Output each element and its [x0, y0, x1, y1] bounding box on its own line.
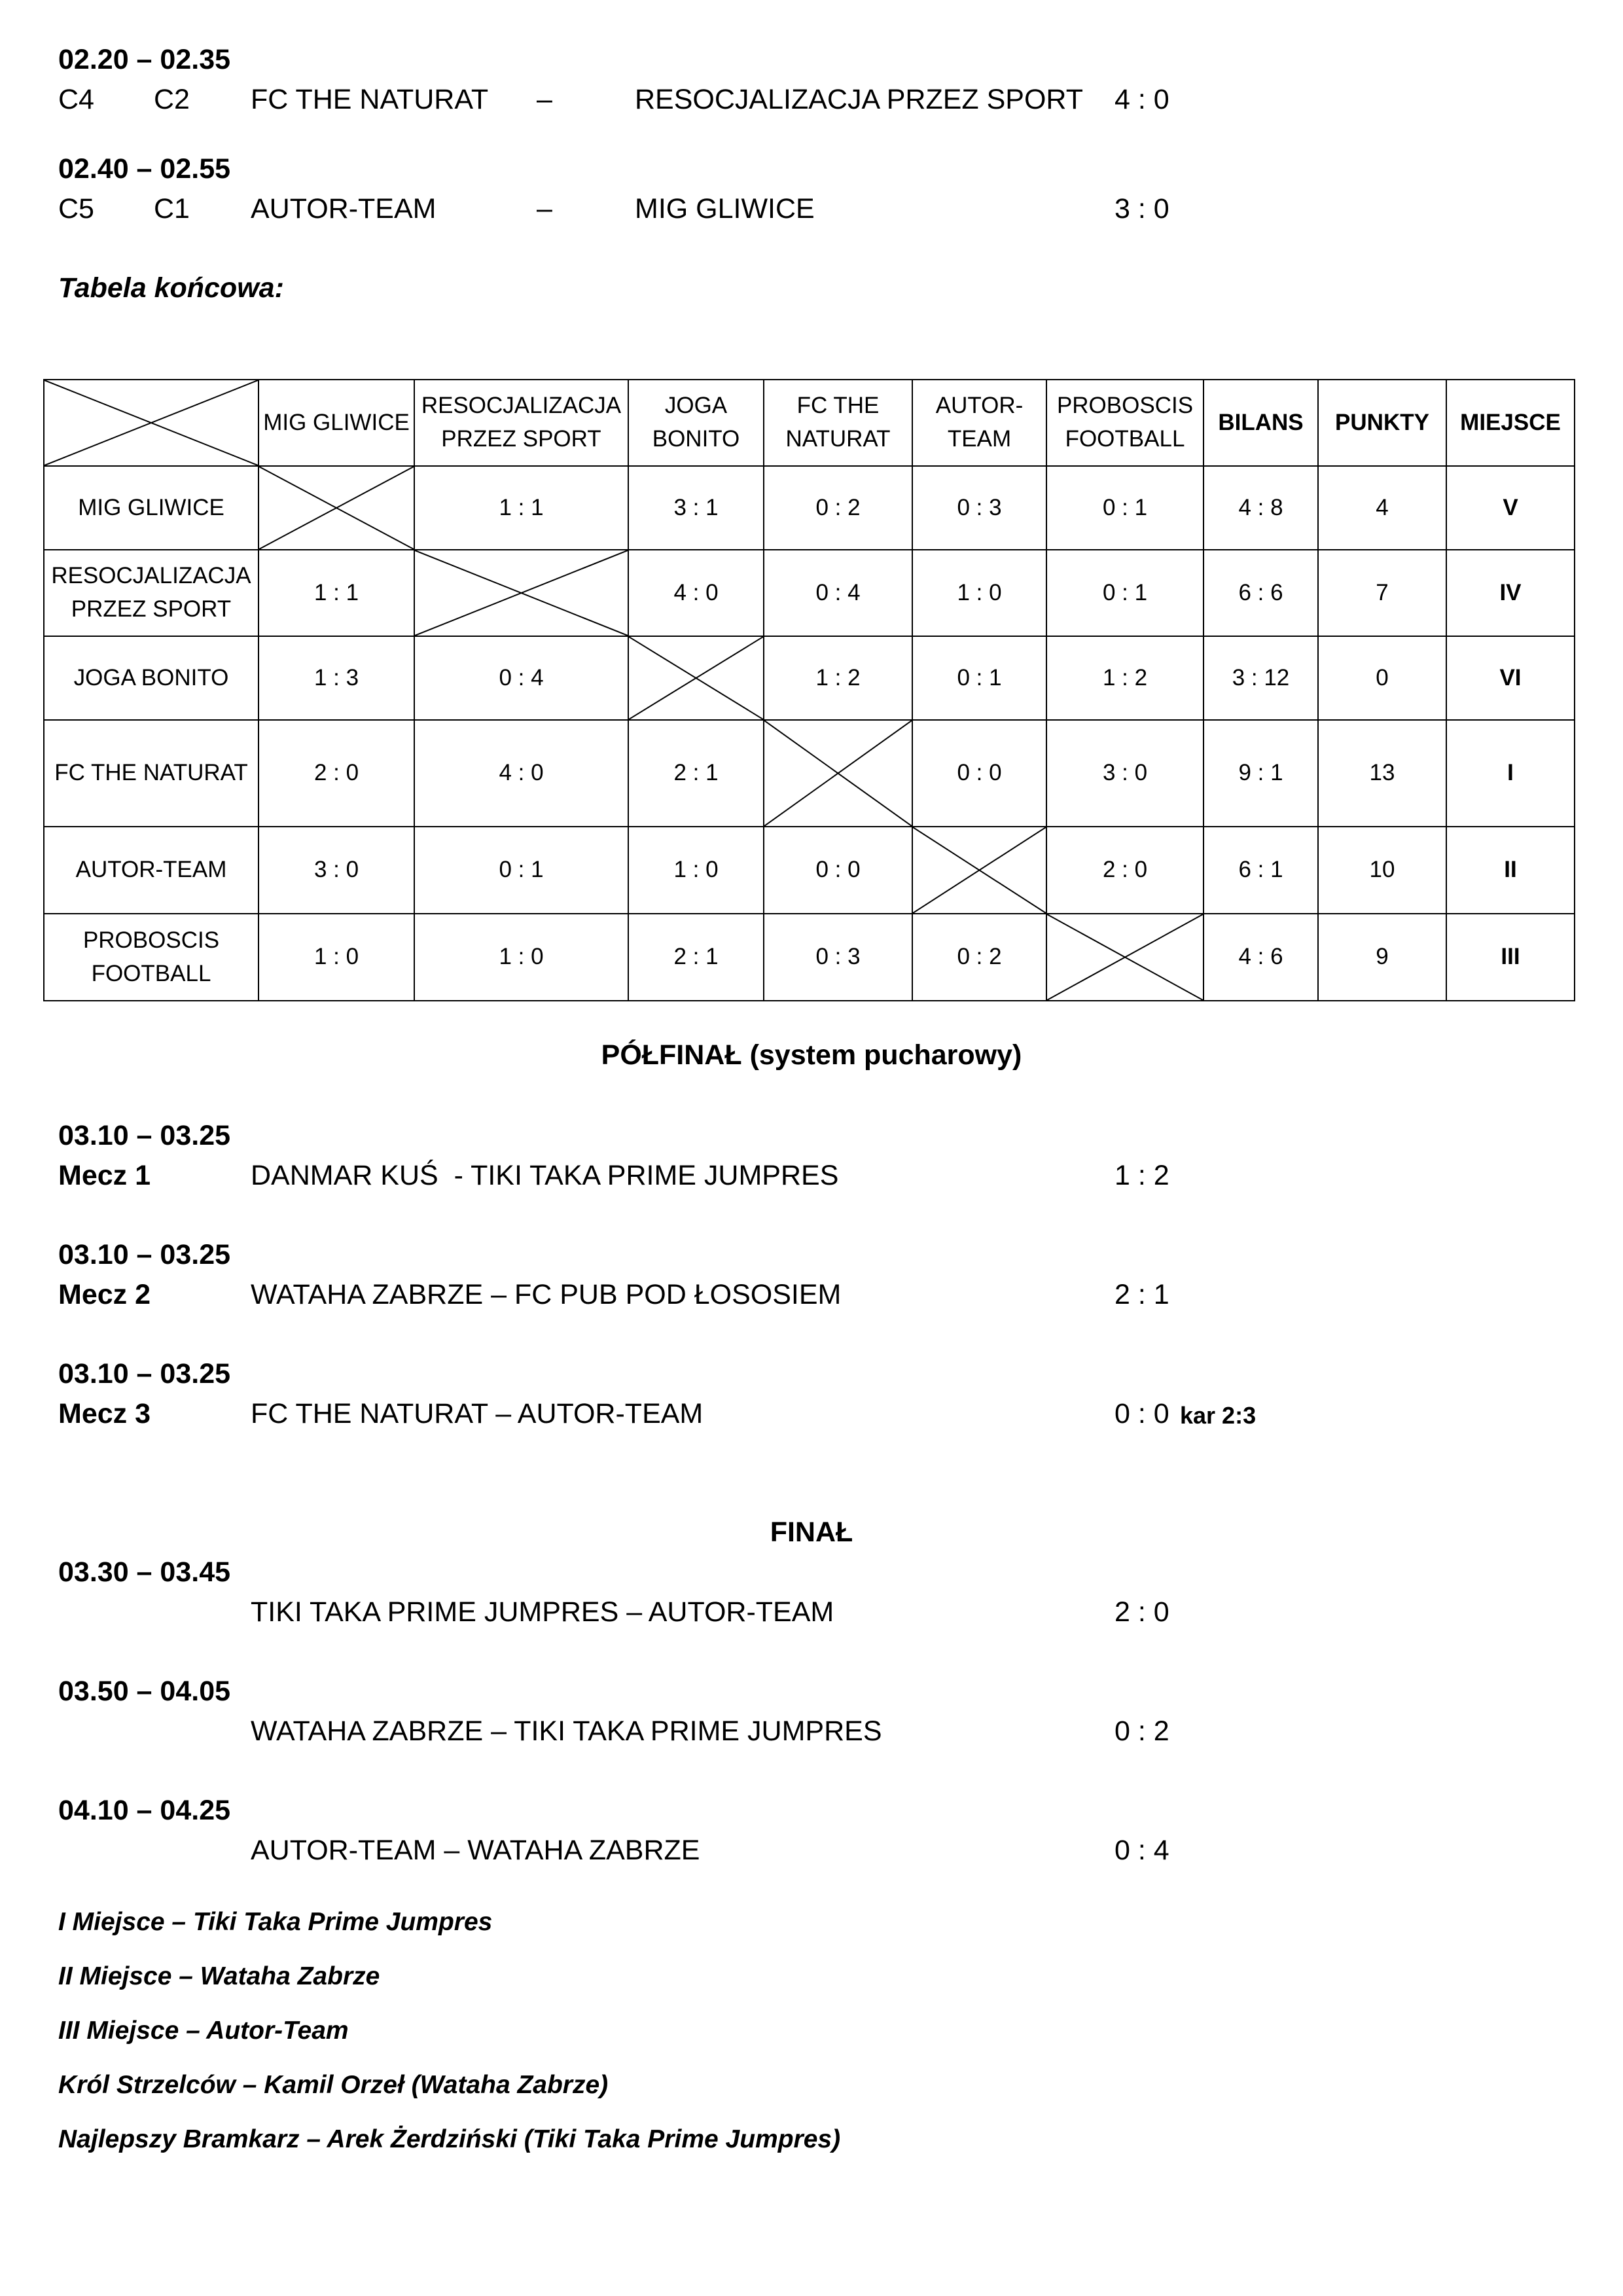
match-code-b: C2	[154, 84, 190, 115]
self-match-cell	[628, 636, 764, 720]
score-cell: 3 : 0	[1046, 720, 1204, 827]
score-cell: 0 : 1	[912, 636, 1046, 720]
bilans-cell: 4 : 8	[1204, 466, 1318, 550]
match-time: 02.40 – 02.55	[58, 153, 231, 185]
award-line: III Miejsce – Autor-Team	[58, 2017, 349, 2045]
match-team-a: FC THE NATURAT	[251, 84, 489, 115]
column-header: FC THE NATURAT	[764, 380, 912, 466]
bilans-cell: 4 : 6	[1204, 914, 1318, 1001]
score-cell: 0 : 1	[414, 827, 628, 914]
miejsce-cell: II	[1446, 827, 1575, 914]
match-time: 03.10 – 03.25	[58, 1358, 231, 1390]
table-row	[44, 720, 1575, 827]
match-code-a: C4	[58, 84, 94, 115]
column-header: JOGA BONITO	[628, 380, 764, 466]
column-header: MIG GLIWICE	[259, 380, 414, 466]
miejsce-cell: VI	[1446, 636, 1575, 720]
match-team-b: RESOCJALIZACJA PRZEZ SPORT	[635, 84, 1083, 115]
column-header: AUTOR-TEAM	[912, 380, 1046, 466]
score-cell: 1 : 1	[259, 550, 414, 636]
punkty-cell: 7	[1318, 550, 1446, 636]
punkty-cell: 9	[1318, 914, 1446, 1001]
punkty-cell: 4	[1318, 466, 1446, 550]
match-time: 04.10 – 04.25	[58, 1795, 231, 1826]
final-heading: FINAŁ	[770, 1516, 853, 1548]
match-score: 4 : 0	[1115, 84, 1169, 115]
bilans-cell: 6 : 6	[1204, 550, 1318, 636]
score-cell: 0 : 2	[912, 914, 1046, 1001]
match-dash: –	[537, 193, 552, 224]
match-score: 2 : 1	[1115, 1279, 1169, 1310]
score-cell: 1 : 2	[764, 636, 912, 720]
match-score: 3 : 0	[1115, 193, 1169, 224]
score-cell: 0 : 4	[414, 636, 628, 720]
score-cell: 0 : 2	[764, 466, 912, 550]
score-cell: 4 : 0	[414, 720, 628, 827]
score-cell: 0 : 1	[1046, 466, 1204, 550]
standings-table	[43, 379, 1575, 1001]
bilans-cell: 9 : 1	[1204, 720, 1318, 827]
match-team-b: MIG GLIWICE	[635, 193, 815, 224]
score-cell: 3 : 1	[628, 466, 764, 550]
match-score: 2 : 0	[1115, 1596, 1169, 1628]
match-time: 03.10 – 03.25	[58, 1239, 231, 1270]
table-row	[44, 827, 1575, 914]
team-name: AUTOR-TEAM	[44, 827, 259, 914]
corner-cell	[44, 380, 259, 466]
match-score: 0 : 2	[1115, 1715, 1169, 1747]
match-teams: WATAHA ZABRZE – FC PUB POD ŁOSOSIEM	[251, 1279, 842, 1310]
match-label: Mecz 1	[58, 1160, 151, 1191]
miejsce-cell: III	[1446, 914, 1575, 1001]
score-cell: 1 : 0	[628, 827, 764, 914]
score-cell: 0 : 1	[1046, 550, 1204, 636]
match-score: 0 : 4	[1115, 1835, 1169, 1866]
table-row	[44, 914, 1575, 1001]
score-cell: 1 : 0	[259, 914, 414, 1001]
table-title: Tabela końcowa:	[58, 272, 284, 304]
self-match-cell	[414, 550, 628, 636]
match-team-a: AUTOR-TEAM	[251, 193, 437, 224]
match-teams: WATAHA ZABRZE – TIKI TAKA PRIME JUMPRES	[251, 1715, 882, 1747]
match-teams: FC THE NATURAT – AUTOR-TEAM	[251, 1398, 704, 1429]
punkty-cell: 0	[1318, 636, 1446, 720]
miejsce-cell: V	[1446, 466, 1575, 550]
score-cell: 2 : 0	[1046, 827, 1204, 914]
match-score: 0 : 0	[1115, 1398, 1169, 1429]
match-teams: DANMAR KUŚ - TIKI TAKA PRIME JUMPRES	[251, 1160, 839, 1191]
team-name: RESOCJALIZACJA PRZEZ SPORT	[44, 550, 259, 636]
bilans-cell: 3 : 12	[1204, 636, 1318, 720]
team-name: PROBOSCIS FOOTBALL	[44, 914, 259, 1001]
penalty-result: kar 2:3	[1180, 1402, 1257, 1429]
score-cell: 1 : 2	[1046, 636, 1204, 720]
match-dash: –	[537, 84, 552, 115]
score-cell: 0 : 0	[764, 827, 912, 914]
team-name: FC THE NATURAT	[44, 720, 259, 827]
score-cell: 0 : 4	[764, 550, 912, 636]
score-cell: 1 : 1	[414, 466, 628, 550]
self-match-cell	[1046, 914, 1204, 1001]
column-header: PROBOSCIS FOOTBALL	[1046, 380, 1204, 466]
header-row	[44, 380, 1575, 466]
self-match-cell	[764, 720, 912, 827]
score-cell: 2 : 0	[259, 720, 414, 827]
semifinal-heading: PÓŁFINAŁ (system pucharowy)	[601, 1039, 1022, 1071]
punkty-cell: 13	[1318, 720, 1446, 827]
award-line: Król Strzelców – Kamil Orzeł (Wataha Zabrze)	[58, 2071, 609, 2099]
miejsce-cell: IV	[1446, 550, 1575, 636]
score-cell: 0 : 3	[764, 914, 912, 1001]
match-score: 1 : 2	[1115, 1160, 1169, 1191]
score-cell: 3 : 0	[259, 827, 414, 914]
column-header: RESOCJALIZACJA PRZEZ SPORT	[414, 380, 628, 466]
column-header-miejsce: MIEJSCE	[1446, 380, 1575, 466]
award-line: II Miejsce – Wataha Zabrze	[58, 1962, 380, 1990]
match-label: Mecz 2	[58, 1279, 151, 1310]
match-code-a: C5	[58, 193, 94, 224]
bilans-cell: 6 : 1	[1204, 827, 1318, 914]
match-time: 03.30 – 03.45	[58, 1556, 231, 1588]
match-teams: TIKI TAKA PRIME JUMPRES – AUTOR-TEAM	[251, 1596, 834, 1628]
match-code-b: C1	[154, 193, 190, 224]
table-row	[44, 466, 1575, 550]
miejsce-cell: I	[1446, 720, 1575, 827]
table-row	[44, 636, 1575, 720]
score-cell: 4 : 0	[628, 550, 764, 636]
match-time: 03.50 – 04.05	[58, 1676, 231, 1707]
award-line: I Miejsce – Tiki Taka Prime Jumpres	[58, 1908, 493, 1936]
table-row	[44, 550, 1575, 636]
self-match-cell	[259, 466, 414, 550]
score-cell: 2 : 1	[628, 914, 764, 1001]
award-line: Najlepszy Bramkarz – Arek Żerdziński (Tiki Taka Prime Jumpres)	[58, 2125, 841, 2153]
team-name: JOGA BONITO	[44, 636, 259, 720]
match-time: 03.10 – 03.25	[58, 1120, 231, 1151]
score-cell: 2 : 1	[628, 720, 764, 827]
team-name: MIG GLIWICE	[44, 466, 259, 550]
score-cell: 1 : 0	[414, 914, 628, 1001]
match-time: 02.20 – 02.35	[58, 44, 231, 75]
score-cell: 1 : 0	[912, 550, 1046, 636]
column-header-bilans: BILANS	[1204, 380, 1318, 466]
column-header-punkty: PUNKTY	[1318, 380, 1446, 466]
score-cell: 0 : 0	[912, 720, 1046, 827]
self-match-cell	[912, 827, 1046, 914]
match-teams: AUTOR-TEAM – WATAHA ZABRZE	[251, 1835, 700, 1866]
score-cell: 1 : 3	[259, 636, 414, 720]
punkty-cell: 10	[1318, 827, 1446, 914]
score-cell: 0 : 3	[912, 466, 1046, 550]
match-label: Mecz 3	[58, 1398, 151, 1429]
